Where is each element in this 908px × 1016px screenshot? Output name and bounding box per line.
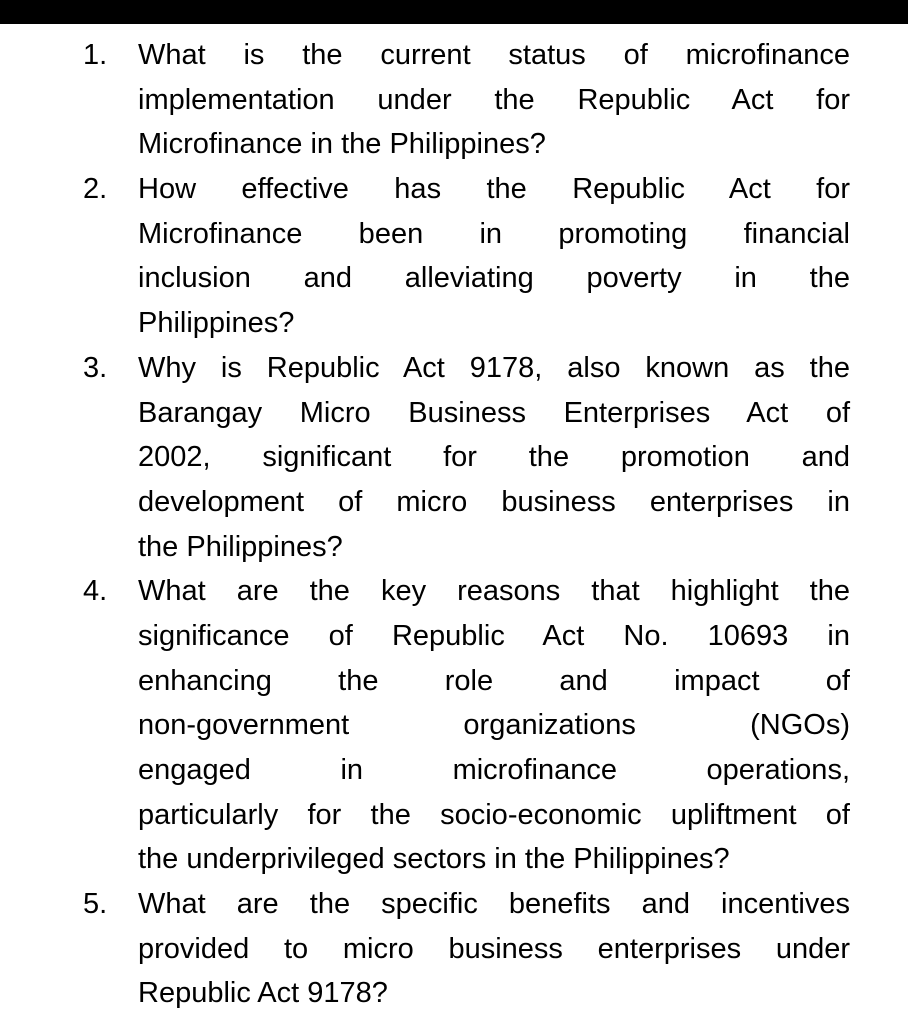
item-text-line: the Philippines?	[138, 530, 343, 563]
item-text-line: development of micro business enterprises in	[138, 485, 850, 518]
item-text-line: Barangay Micro Business Enterprises Act of	[138, 396, 850, 429]
item-number: 1.	[83, 39, 108, 71]
item-text-line: Microfinance been in promoting financial	[138, 217, 850, 250]
item-number: 2.	[83, 173, 108, 206]
item-text-line: What are the key reasons that highlight the	[138, 575, 850, 608]
item-text-line: What are the specific benefits and incentives	[138, 888, 850, 921]
list-item	[0, 346, 908, 569]
list-item	[0, 882, 908, 1016]
list-item	[0, 33, 908, 167]
item-text-line: significance of Republic Act No. 10693 in	[138, 619, 850, 652]
item-text-line: What is the current status of microfinance	[138, 39, 850, 71]
item-text-line: Microfinance in the Philippines?	[138, 128, 546, 161]
item-text-line: Why is Republic Act 9178, also known as the	[138, 351, 850, 384]
top-black-bar	[0, 0, 908, 24]
item-text-line: implementation under the Republic Act for	[138, 83, 850, 116]
item-text-line: the underprivileged sectors in the Philippines?	[138, 843, 730, 876]
item-text-line: non-government organizations (NGOs)	[138, 709, 850, 742]
item-text-line: enhancing the role and impact of	[138, 664, 850, 697]
item-text-line: engaged in microfinance operations,	[138, 754, 850, 786]
item-text-line: inclusion and alleviating poverty in the	[138, 262, 850, 295]
item-number: 5.	[83, 888, 108, 921]
item-number: 3.	[83, 351, 108, 384]
question-list	[0, 33, 908, 1016]
list-item	[0, 167, 908, 346]
item-text-line: provided to micro business enterprises under	[138, 932, 850, 965]
item-text-line: particularly for the socio-economic upliftment of	[138, 798, 850, 831]
item-number: 4.	[83, 575, 108, 608]
item-text-line: Republic Act 9178?	[138, 977, 388, 1010]
item-text-line: How effective has the Republic Act for	[138, 173, 850, 206]
item-text-line: 2002, significant for the promotion and	[138, 441, 850, 474]
list-item	[0, 569, 908, 882]
item-text-line: Philippines?	[138, 307, 295, 340]
